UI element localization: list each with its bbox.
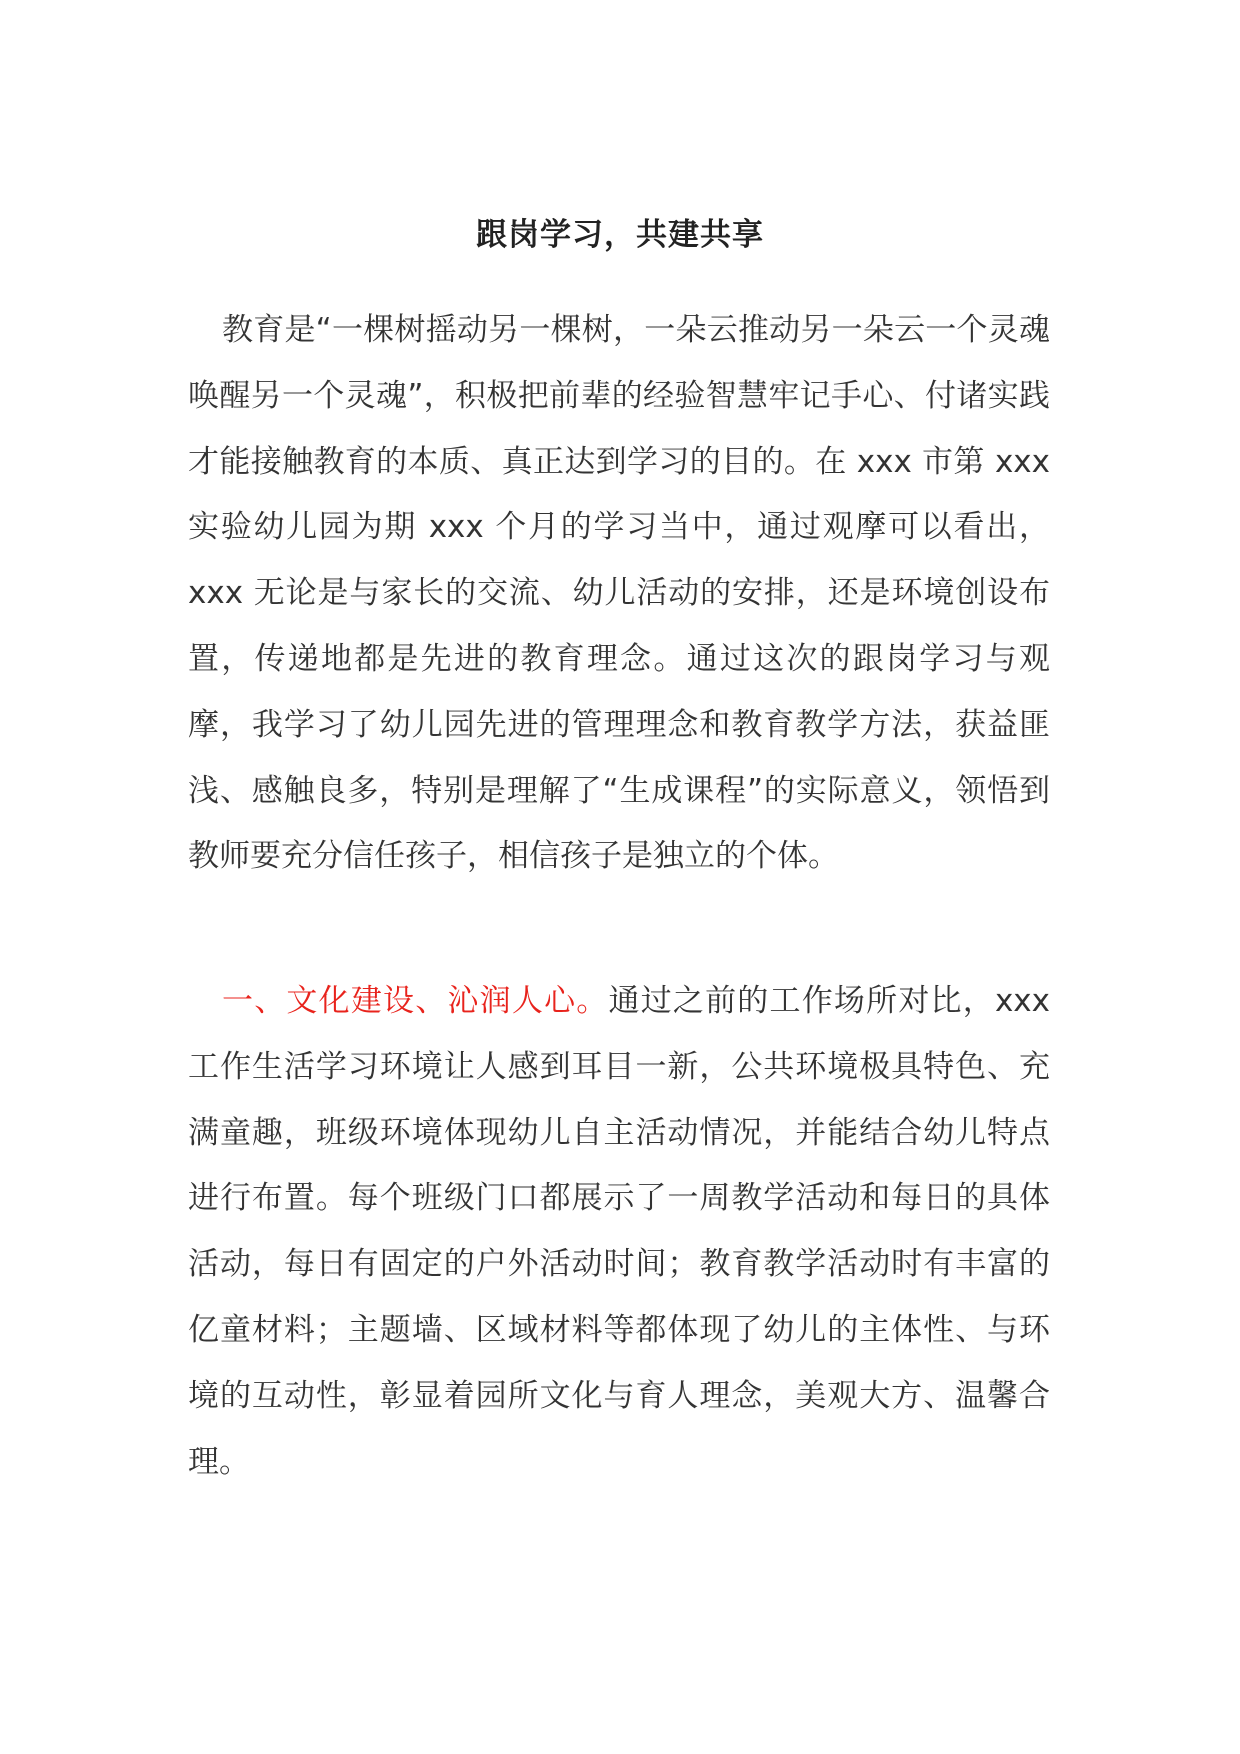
paragraph-intro bbox=[188, 298, 1050, 890]
document-title: 跟岗学习，共建共享 bbox=[476, 217, 764, 253]
paragraph-section-1 bbox=[188, 969, 1050, 1495]
paragraph-intro-text: 教育是“一棵树摇动另一棵树，一朵云推动另一朵云一个灵魂唤醒另一个灵魂”，积极把前辈的经验智慧牢记手心、付诸实践才能接触教育的本质、真正达到学习的目的。在 xxx 市第 xxx 实验幼儿园为期 xxx 个月的学习当中，通过观摩可以看出，xxx 无论是与家长的交流、幼儿活动的安排，还是环境创设布置，传递地都是先进的教育理念。通过这次的跟岗学习与观摩，我学习了幼儿园先进的管理理念和教育教学方法，获益匪浅、感触良多，特别是理解了“生成课程”的实际意义，领悟到教师要充分信任孩子，相信孩子是独立的个体。 bbox=[188, 312, 1050, 875]
section-1-text: 通过之前的工作场所对比，xxx 工作生活学习环境让人感到耳目一新，公共环境极具特色、充满童趣，班级环境体现幼儿自主活动情况，并能结合幼儿特点进行布置。每个班级门口都展示了一周教学活动和每日的具体活动，每日有固定的户外活动时间；教育教学活动时有丰富的亿童材料；主题墙、区域材料等都体现了幼儿的主体性、与环境的互动性，彰显着园所文化与育人理念，美观大方、温馨合理。 bbox=[188, 983, 1050, 1480]
section-1-heading: 一、文化建设、沁润人心。 bbox=[222, 983, 609, 1019]
